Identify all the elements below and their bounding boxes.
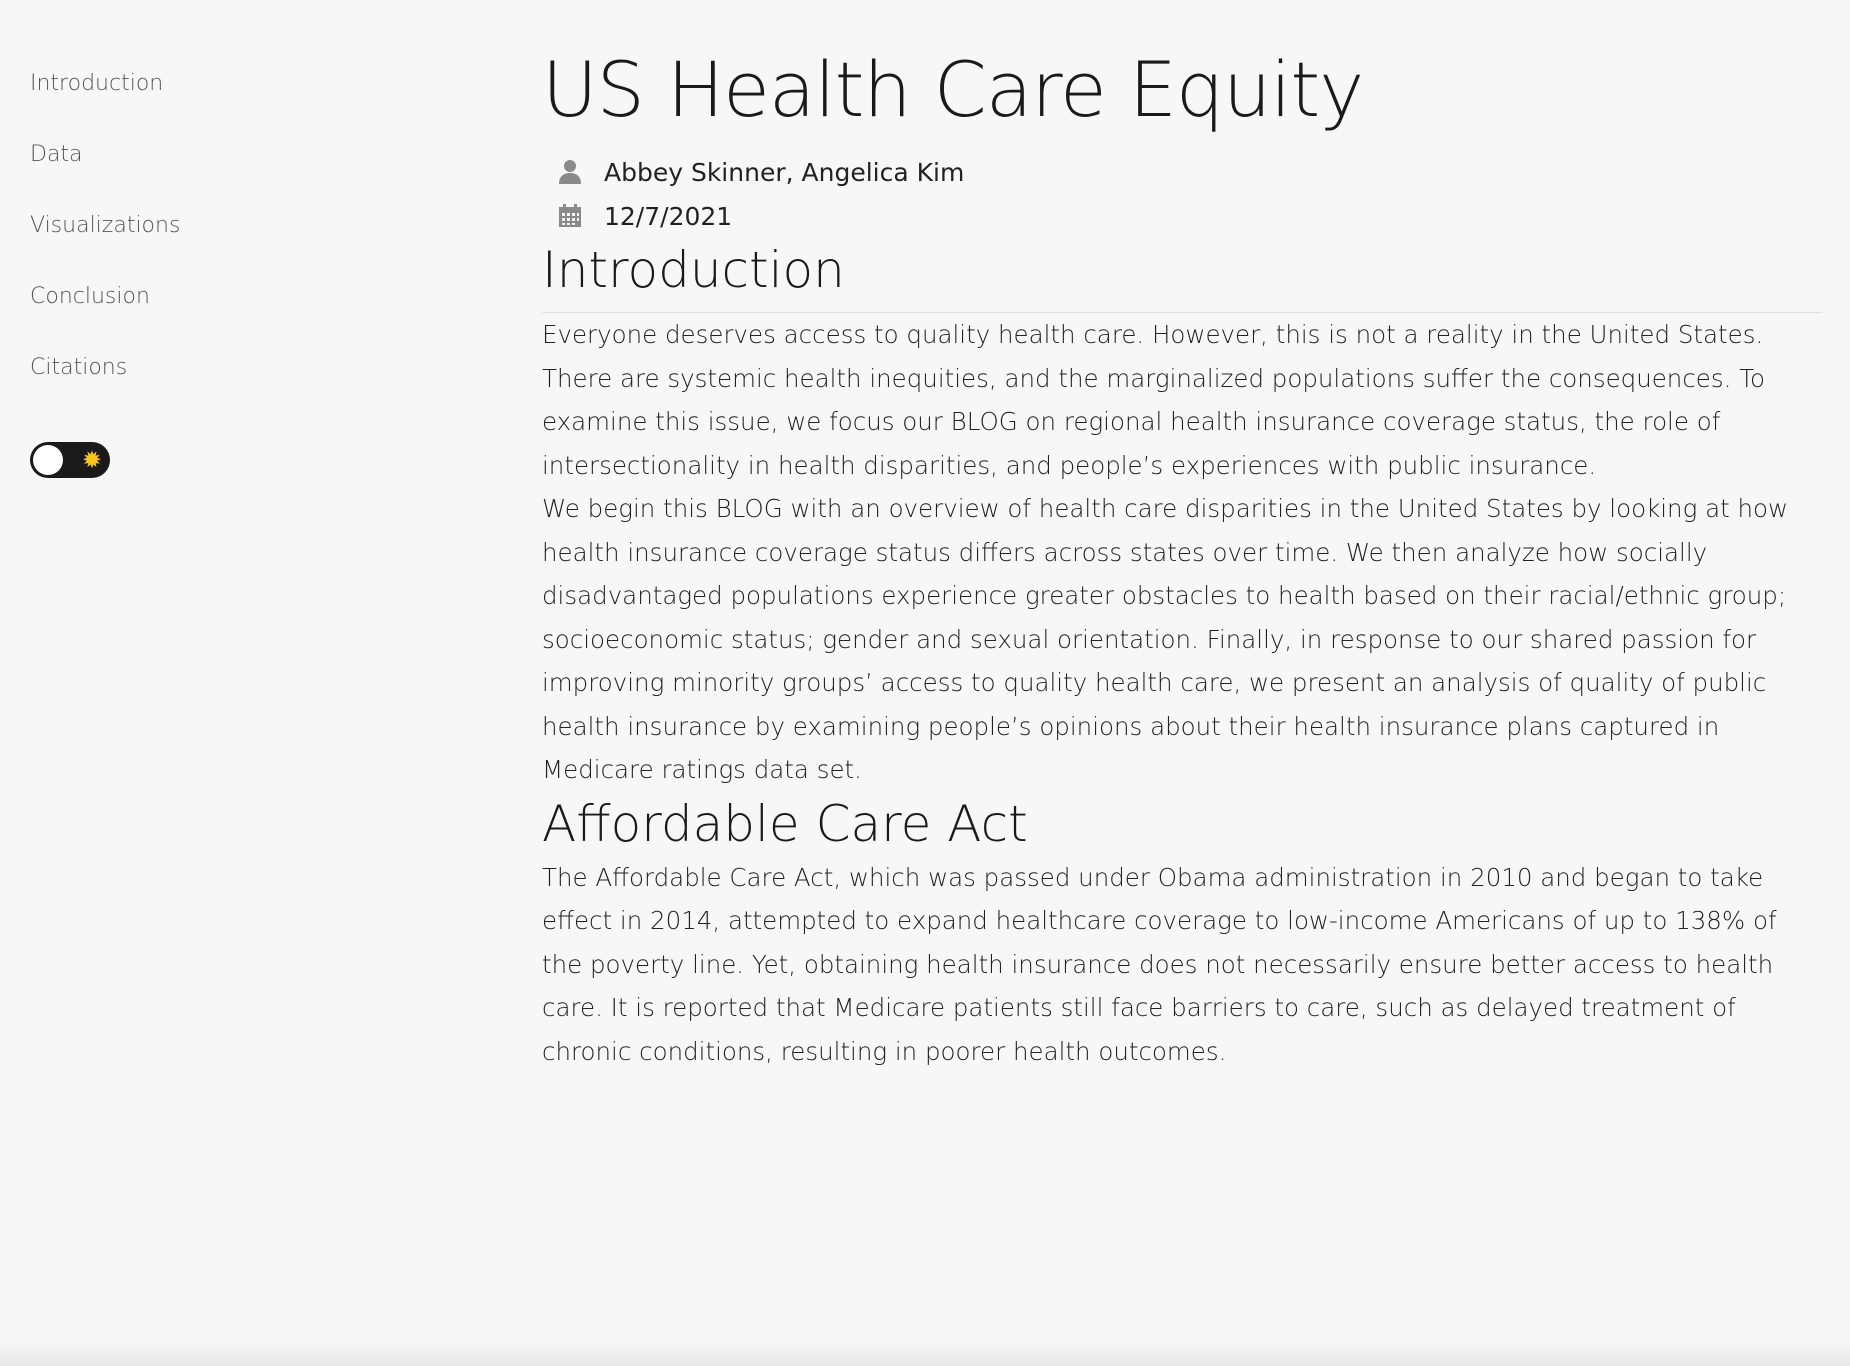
sidebar-item-data[interactable]: Data — [30, 142, 83, 167]
sidebar-item-visualizations[interactable]: Visualizations — [30, 213, 181, 238]
article-meta — [542, 150, 1822, 238]
section-heading-aca: Affordable Care Act — [542, 794, 1028, 853]
bottom-scroll-shadow — [0, 1342, 1850, 1366]
calendar-icon — [556, 202, 584, 230]
theme-toggle[interactable] — [30, 442, 110, 478]
article-main — [542, 40, 1822, 1073]
sun-icon: ✹ — [81, 446, 102, 474]
intro-paragraph-1: Everyone deserves access to quality health care. However, this is not a reality in the United States. There are systemic health inequities, and the marginalized populations suffer the consequences. To examine this issue, we focus our BLOG on regional health insurance coverage status, the role of intersectionality in health disparities, and people’s experiences with public insurance. — [542, 320, 1766, 480]
author-names: Abbey Skinner, Angelica Kim — [604, 157, 965, 187]
sidebar-item-conclusion[interactable]: Conclusion — [30, 284, 150, 309]
date-row — [542, 194, 1822, 238]
intro-paragraph-2: We begin this BLOG with an overview of health care disparities in the United States by looking at how health insurance coverage status differs across states over time. We then analyze how socially disadvantaged populations experience greater obstacles to health based on their racial/ethnic group; socioeconomic status; gender and sexual orientation. Finally, in response to our shared passion for improving minority groups’ access to quality health care, we present an analysis of quality of public health insurance by examining people’s opinions about their health insurance plans captured in Medicare ratings data set. — [542, 494, 1789, 784]
toggle-knob — [33, 445, 63, 475]
sidebar-item-introduction[interactable]: Introduction — [30, 71, 164, 96]
author-row — [542, 150, 1822, 194]
aca-paragraph-1: The Affordable Care Act, which was passed under Obama administration in 2010 and began to take effect in 2014, attempted to expand healthcare coverage to low-income Americans of up to 138% of the poverty line. Yet, obtaining health insurance does not necessarily ensure better access to health care. It is reported that Medicare patients still face barriers to care, such as delayed treatment of chronic conditions, resulting in poorer health outcomes. — [542, 862, 1777, 1066]
publish-date: 12/7/2021 — [604, 201, 733, 231]
section-heading-introduction: Introduction — [542, 238, 1822, 313]
person-icon — [556, 158, 584, 186]
sidebar-nav — [30, 64, 450, 474]
page-title: US Health Care Equity — [542, 45, 1364, 134]
sidebar-item-citations[interactable]: Citations — [30, 355, 128, 380]
